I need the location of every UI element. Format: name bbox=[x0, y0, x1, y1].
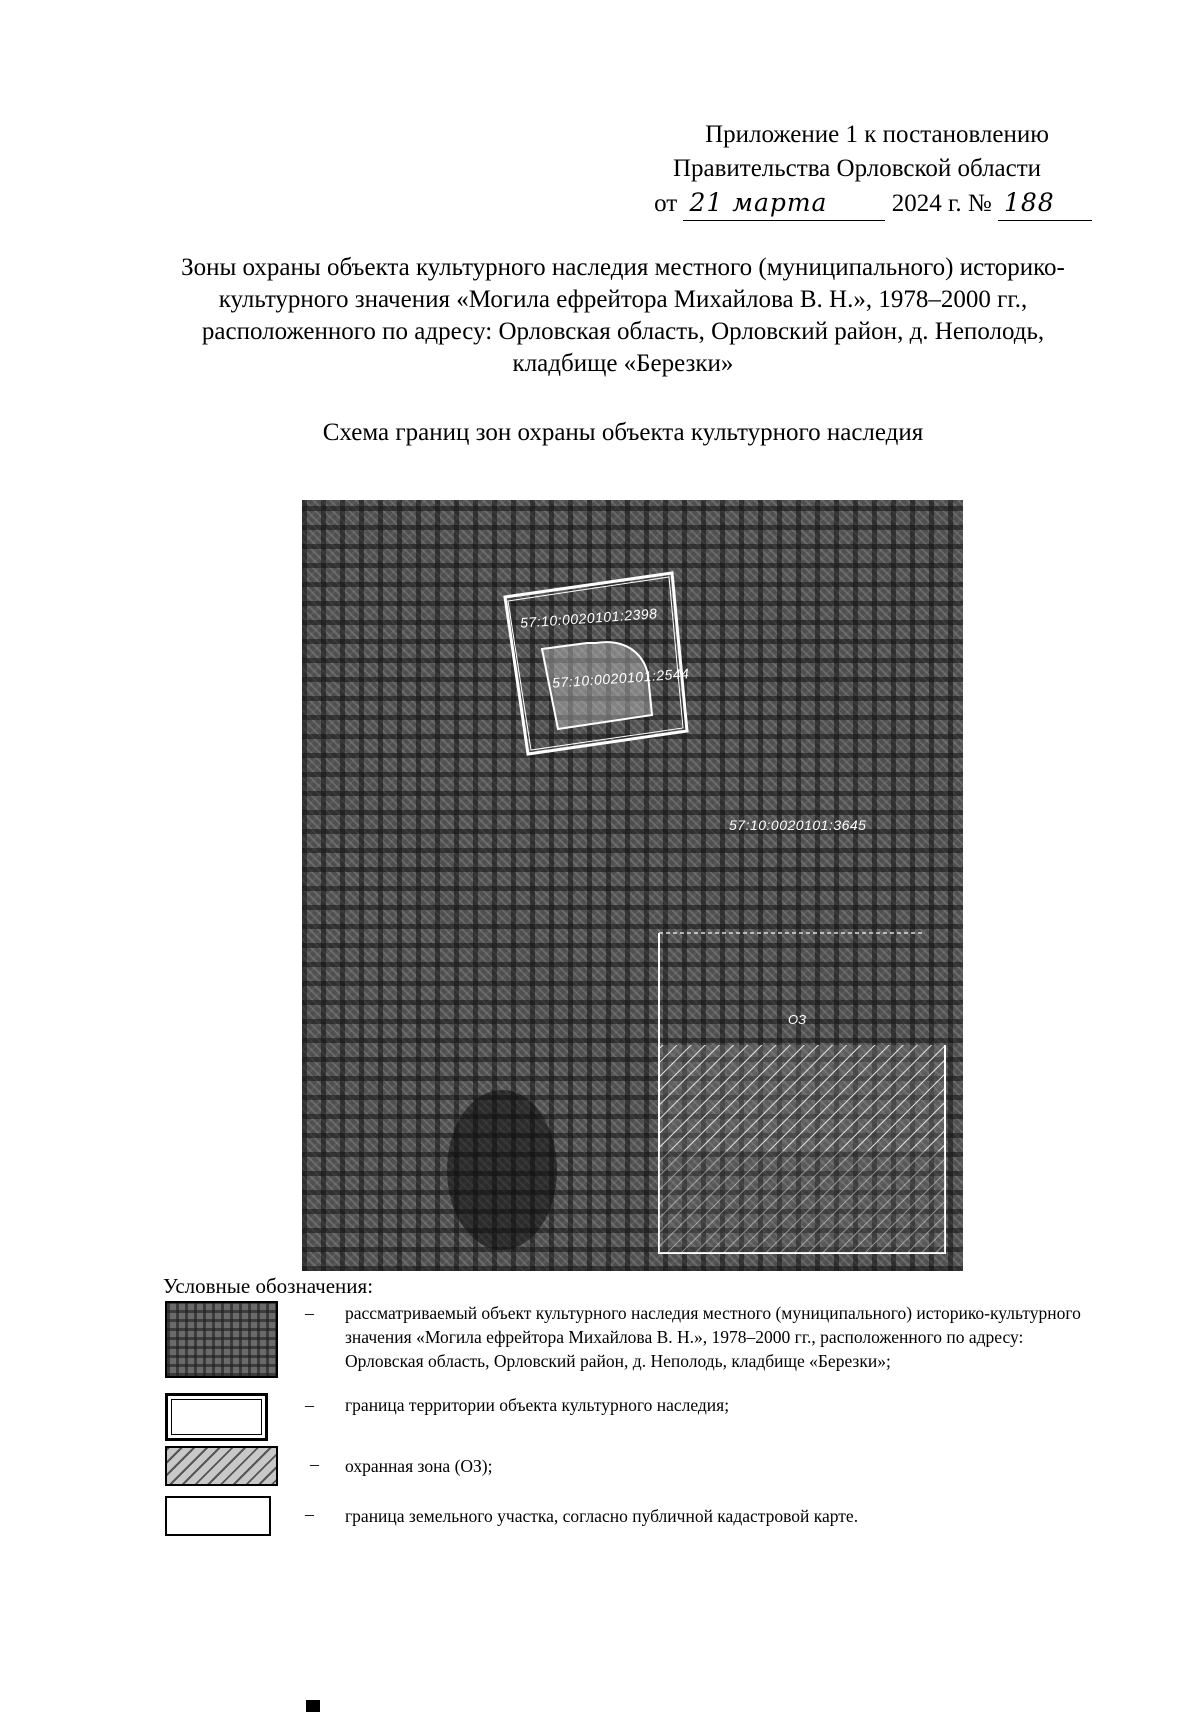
appendix-line-1: Приложение 1 к постановлению bbox=[705, 121, 1049, 148]
parcel-label-2544: 57:10:0020101:2544 bbox=[551, 665, 690, 691]
legend-text-protection-zone: охранная зона (ОЗ); bbox=[345, 1456, 493, 1476]
parcel-label-2398: 57:10:0020101:2398 bbox=[519, 605, 658, 631]
legend-swatch-protection-zone bbox=[165, 1446, 278, 1486]
handwritten-number: 188 bbox=[998, 186, 1092, 221]
boundary-map bbox=[302, 500, 963, 1271]
legend-item-territory-border bbox=[165, 1393, 1105, 1445]
parcel-label-3645: 57:10:0020101:3645 bbox=[729, 817, 867, 833]
legend-dash: – bbox=[310, 1454, 319, 1474]
legend-swatch-object bbox=[165, 1301, 278, 1378]
handwritten-date: 21 марта bbox=[683, 186, 885, 221]
dark-area bbox=[447, 1090, 557, 1250]
legend-item-object bbox=[165, 1301, 1105, 1381]
document-title: Зоны охраны объекта культурного наследия местного (муниципального) историко-культурного значения «Могила ефрейтора Михайлова В. Н.», 1978–2000 гг., расположенного по адресу: Орловская область, Орловский район, д. Неполодь, кладбище «Березки» bbox=[181, 254, 1065, 377]
legend-text-land-parcel: граница земельного участка, согласно публичной кадастровой карте. bbox=[345, 1506, 859, 1526]
appendix-header bbox=[622, 118, 1092, 221]
legend-swatch-land-parcel bbox=[165, 1496, 271, 1536]
legend-item-land-parcel bbox=[165, 1496, 1105, 1540]
legend-item-protection-zone bbox=[165, 1446, 1105, 1490]
legend-dash: – bbox=[305, 1504, 314, 1524]
protection-zone-hatch bbox=[659, 1045, 945, 1151]
legend-text-territory-border: граница территории объекта культурного наследия; bbox=[345, 1395, 730, 1415]
date-prefix: от bbox=[654, 190, 678, 217]
legend-swatch-territory-border bbox=[165, 1393, 268, 1441]
legend-dash: – bbox=[305, 1303, 314, 1323]
legend-dash: – bbox=[305, 1395, 314, 1415]
protection-zone-hatch-lower bbox=[659, 1151, 945, 1253]
appendix-line-2: Правительства Орловской области bbox=[672, 155, 1042, 182]
year-label: 2024 г. № bbox=[891, 190, 992, 217]
legend-text-object: рассматриваемый объект культурного наследия местного (муниципального) историко-культурного значения «Могила ефрейтора Михайлова В. Н.», 1978–2000 гг., расположенного по адресу: Орловская область, Орловский район, д. Неполодь, кладбище «Березки»; bbox=[345, 1303, 1081, 1371]
appendix-line-3 bbox=[622, 186, 1092, 221]
legend-title: Условные обозначения: bbox=[163, 1274, 374, 1298]
scheme-title: Схема границ зон охраны объекта культурного наследия bbox=[322, 419, 924, 446]
scan-mark bbox=[306, 1700, 320, 1712]
zone-label-oz: ОЗ bbox=[788, 1012, 807, 1027]
